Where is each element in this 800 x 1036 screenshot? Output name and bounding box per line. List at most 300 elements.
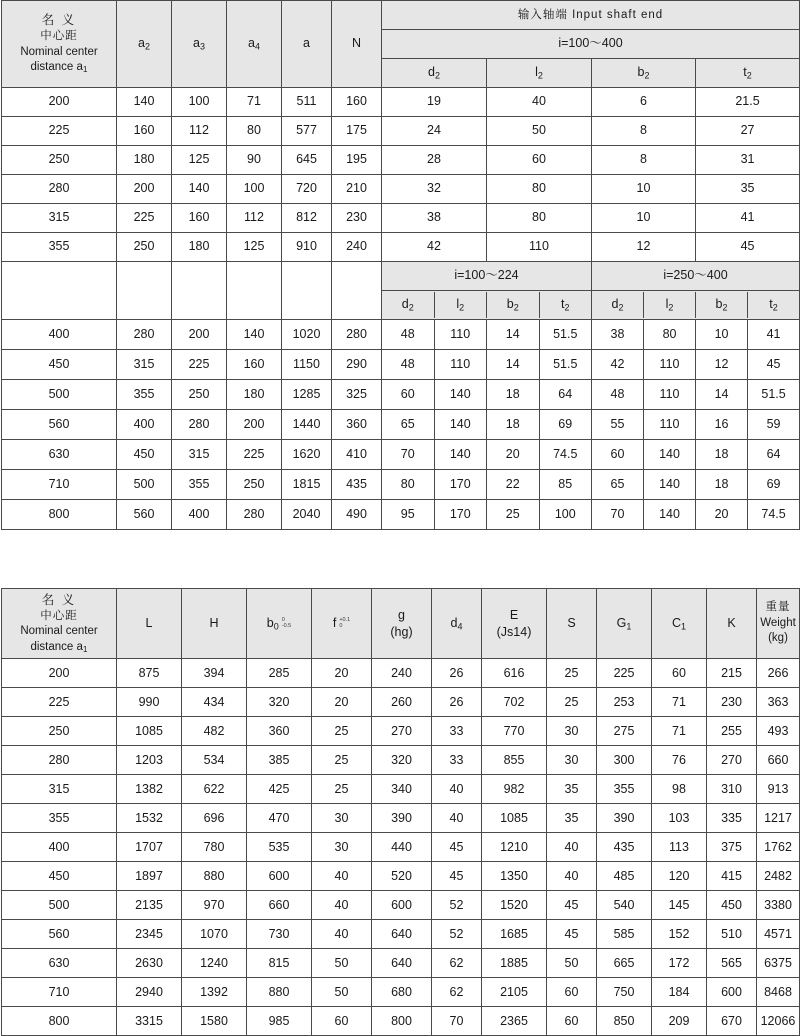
cell-bA: 14: [487, 350, 540, 379]
cell-b2: 10: [592, 175, 696, 204]
table-row: [2, 949, 800, 978]
cell-G1: 275: [597, 717, 652, 746]
cell-dB: 38: [592, 320, 644, 349]
input-shaft-end-dimensions-table: [1, 0, 800, 530]
cell-N: 325: [332, 380, 382, 410]
cell-L: 990: [117, 688, 182, 717]
cell-a4: 125: [227, 233, 282, 262]
cell-dA: 48: [382, 350, 435, 379]
cell-a: 645: [282, 146, 332, 175]
table-row: [2, 175, 800, 204]
table-spacer: [0, 530, 800, 588]
cell-g: 340: [372, 775, 432, 804]
cell-lB: 140: [644, 440, 696, 469]
cell-t2: 31: [696, 146, 800, 175]
cell-tA: 51.5: [553, 326, 578, 341]
nominal-center-distance-header: 名 义 中心距 Nominal center distance $a_1$: [2, 1, 117, 88]
cell-a1: 710: [2, 978, 117, 1007]
column-header-a3: $a_3$: [172, 1, 227, 88]
cell-a: 1020: [282, 320, 332, 350]
cell-a1: 500: [2, 891, 117, 920]
cell-S: 30: [547, 717, 597, 746]
cell-g: 390: [372, 804, 432, 833]
cell-b0: 360: [247, 717, 312, 746]
cell-G1: 585: [597, 920, 652, 949]
column-header-N: N: [332, 1, 382, 88]
cell-N: 290: [332, 350, 382, 380]
cell-tA: 51.5: [553, 356, 578, 371]
cell-g: 440: [372, 833, 432, 862]
cell-K: 415: [707, 862, 757, 891]
cell-bB: 10: [696, 320, 748, 349]
cell-a3: 112: [172, 117, 227, 146]
cell-W: 2482: [757, 862, 800, 891]
cell-g: 320: [372, 746, 432, 775]
cell-lA: 110: [435, 350, 488, 379]
cell-dB: 60: [592, 440, 644, 469]
cell-l2: 60: [487, 146, 592, 175]
column-header-S: S: [547, 589, 597, 659]
cell-dB: 65: [592, 470, 644, 499]
column-header-l2: $l_2$: [487, 59, 592, 88]
column-header-l2-high: $l_2$: [644, 292, 696, 319]
cell-a1: 315: [2, 775, 117, 804]
cell-bB: 14: [696, 380, 748, 409]
column-header-t2: $t_2$: [696, 59, 800, 88]
cell-a: 1815: [282, 470, 332, 500]
cell-a1: 710: [2, 470, 117, 500]
cell-b2: 10: [592, 204, 696, 233]
cell-d4: 40: [432, 775, 482, 804]
overall-dimensions-weight-table: [1, 588, 800, 1036]
cell-lB: 80: [644, 320, 696, 349]
cell-f: 25: [312, 746, 372, 775]
value-split-row: [382, 380, 591, 409]
cell-a4: 160: [227, 350, 282, 380]
cell-b0: 320: [247, 688, 312, 717]
cell-a1: 450: [2, 350, 117, 380]
cell-dA: 60: [382, 380, 435, 409]
cell-f: 20: [312, 659, 372, 688]
cell-l2: 40: [487, 88, 592, 117]
cell-L: 875: [117, 659, 182, 688]
blank-spacer-cell: [332, 262, 382, 320]
cell-a1: 560: [2, 410, 117, 440]
cell-N: 360: [332, 410, 382, 440]
cell-a4: 71: [227, 88, 282, 117]
cell-L: 1085: [117, 717, 182, 746]
cell-a: 720: [282, 175, 332, 204]
cell-a1: 355: [2, 233, 117, 262]
cell-C1: 184: [652, 978, 707, 1007]
cell-lB: 140: [644, 500, 696, 529]
value-group-low: [382, 320, 592, 350]
cell-g: 600: [372, 891, 432, 920]
symbol-group-high: [592, 291, 800, 320]
value-split-row: [382, 350, 591, 379]
cell-a2: 280: [117, 320, 172, 350]
cell-b2: 8: [592, 117, 696, 146]
cell-a4: 225: [227, 440, 282, 470]
value-split-row: [592, 440, 799, 469]
table-row: [2, 350, 800, 380]
cell-N: 435: [332, 470, 382, 500]
cell-tB: 69: [766, 476, 781, 491]
cell-C1: 71: [652, 688, 707, 717]
value-split-row: [592, 320, 799, 349]
column-header-a: a: [282, 1, 332, 88]
cell-E: 982: [482, 775, 547, 804]
value-group-high: [592, 440, 800, 470]
cell-tB: 45: [766, 356, 781, 371]
column-header-b2-high: $b_2$: [696, 292, 748, 319]
cell-lA: 140: [435, 440, 488, 469]
cell-tA: 64: [558, 386, 573, 401]
column-header-d4: $d_4$: [432, 589, 482, 659]
cell-W: 12066: [757, 1007, 800, 1036]
cell-lA: 140: [435, 380, 488, 409]
cell-H: 880: [182, 862, 247, 891]
cell-bB: 18: [696, 470, 748, 499]
value-split-row: [382, 500, 591, 529]
cell-a2: 500: [117, 470, 172, 500]
cell-d4: 45: [432, 862, 482, 891]
cell-C1: 209: [652, 1007, 707, 1036]
column-header-d2-high: $d_2$: [592, 292, 644, 319]
column-header-d2-low: $d_2$: [382, 292, 435, 319]
cell-dB: 42: [592, 350, 644, 379]
cell-a: 511: [282, 88, 332, 117]
column-header-b2-low: $b_2$: [487, 292, 540, 319]
table-row: [2, 204, 800, 233]
cell-bA: 14: [487, 320, 540, 349]
cell-a1: 225: [2, 117, 117, 146]
cell-a4: 90: [227, 146, 282, 175]
table-row: [2, 746, 800, 775]
cell-L: 1203: [117, 746, 182, 775]
table-row: [2, 146, 800, 175]
cell-f: 30: [312, 804, 372, 833]
cell-t2: 41: [696, 204, 800, 233]
cell-L: 2345: [117, 920, 182, 949]
cell-tA: 69: [558, 416, 573, 431]
cell-L: 3315: [117, 1007, 182, 1036]
cell-G1: 390: [597, 804, 652, 833]
cell-g: 640: [372, 949, 432, 978]
cell-E: 616: [482, 659, 547, 688]
cell-C1: 172: [652, 949, 707, 978]
cell-b2: 8: [592, 146, 696, 175]
cell-tB: 41: [766, 326, 781, 341]
cell-bA: 18: [487, 410, 540, 439]
column-header-t2-high: $t_2$: [769, 296, 778, 312]
column-header-L: L: [117, 589, 182, 659]
cell-tA: 100: [554, 506, 576, 521]
cell-bA: 20: [487, 440, 540, 469]
cell-dA: 48: [382, 320, 435, 349]
cell-C1: 60: [652, 659, 707, 688]
cell-b0: 730: [247, 920, 312, 949]
cell-G1: 850: [597, 1007, 652, 1036]
cell-b0: 535: [247, 833, 312, 862]
cell-l2: 80: [487, 175, 592, 204]
cell-G1: 665: [597, 949, 652, 978]
cell-G1: 750: [597, 978, 652, 1007]
table1-header-row-group: [2, 1, 800, 30]
cell-tB: 74.5: [761, 506, 786, 521]
cell-a1: 800: [2, 1007, 117, 1036]
table-row: [2, 1007, 800, 1036]
cell-E: 1210: [482, 833, 547, 862]
symbol-split-row: [592, 292, 799, 319]
cell-b0: 425: [247, 775, 312, 804]
cell-W: 493: [757, 717, 800, 746]
cell-K: 375: [707, 833, 757, 862]
value-split-row: [382, 410, 591, 439]
cell-H: 482: [182, 717, 247, 746]
cell-g: 640: [372, 920, 432, 949]
cell-K: 215: [707, 659, 757, 688]
value-split-row: [592, 470, 799, 499]
cell-b0: 880: [247, 978, 312, 1007]
cell-tA: 85: [558, 476, 573, 491]
cell-H: 394: [182, 659, 247, 688]
cell-L: 2135: [117, 891, 182, 920]
cell-g: 270: [372, 717, 432, 746]
cell-N: 240: [332, 233, 382, 262]
cell-C1: 76: [652, 746, 707, 775]
cell-tA: 74.5: [553, 446, 578, 461]
table-row: [2, 500, 800, 530]
cell-N: 175: [332, 117, 382, 146]
cell-L: 2630: [117, 949, 182, 978]
table-row: [2, 88, 800, 117]
cell-t2: 27: [696, 117, 800, 146]
column-header-t2-low: $t_2$: [561, 296, 570, 312]
cell-K: 270: [707, 746, 757, 775]
cell-dB: 70: [592, 500, 644, 529]
cell-C1: 98: [652, 775, 707, 804]
cell-a: 2040: [282, 500, 332, 530]
cell-G1: 225: [597, 659, 652, 688]
cell-f: 20: [312, 688, 372, 717]
cell-dB: 48: [592, 380, 644, 409]
cell-S: 60: [547, 978, 597, 1007]
cell-K: 450: [707, 891, 757, 920]
blank-spacer-cell: [2, 262, 117, 320]
cell-C1: 120: [652, 862, 707, 891]
cell-dA: 80: [382, 470, 435, 499]
cell-W: 3380: [757, 891, 800, 920]
cell-t2: 45: [696, 233, 800, 262]
cell-N: 490: [332, 500, 382, 530]
cell-dA: 65: [382, 410, 435, 439]
table-row: [2, 978, 800, 1007]
table-row: [2, 688, 800, 717]
value-group-low: [382, 500, 592, 530]
cell-lA: 140: [435, 410, 488, 439]
cell-a3: 180: [172, 233, 227, 262]
cell-lB: 110: [644, 350, 696, 379]
cell-a3: 280: [172, 410, 227, 440]
cell-a2: 315: [117, 350, 172, 380]
cell-dB: 55: [592, 410, 644, 439]
cell-t2: 21.5: [696, 88, 800, 117]
column-header-l2-low: $l_2$: [435, 292, 488, 319]
cell-G1: 300: [597, 746, 652, 775]
cell-a2: 450: [117, 440, 172, 470]
cell-a2: 250: [117, 233, 172, 262]
table-row: [2, 440, 800, 470]
cell-a4: 180: [227, 380, 282, 410]
cell-d4: 26: [432, 688, 482, 717]
cell-f: 25: [312, 775, 372, 804]
cell-a4: 112: [227, 204, 282, 233]
cell-f: 25: [312, 717, 372, 746]
cell-a3: 315: [172, 440, 227, 470]
cell-a1: 500: [2, 380, 117, 410]
cell-f: 50: [312, 978, 372, 1007]
cell-b2: 6: [592, 88, 696, 117]
cell-L: 1382: [117, 775, 182, 804]
cell-S: 25: [547, 688, 597, 717]
cell-N: 410: [332, 440, 382, 470]
cell-H: 534: [182, 746, 247, 775]
cell-H: 622: [182, 775, 247, 804]
value-split-row: [382, 320, 591, 349]
cell-a1: 630: [2, 440, 117, 470]
cell-E: 1085: [482, 804, 547, 833]
cell-L: 2940: [117, 978, 182, 1007]
cell-a1: 400: [2, 320, 117, 350]
value-split-row: [382, 440, 591, 469]
blank-spacer-cell: [117, 262, 172, 320]
cell-a3: 160: [172, 204, 227, 233]
cell-N: 160: [332, 88, 382, 117]
value-split-row: [592, 350, 799, 379]
cell-W: 660: [757, 746, 800, 775]
cell-a1: 280: [2, 746, 117, 775]
cell-a3: 125: [172, 146, 227, 175]
column-header-C1: $C_1$: [652, 589, 707, 659]
cell-lA: 170: [435, 470, 488, 499]
cell-a: 1440: [282, 410, 332, 440]
cell-a2: 225: [117, 204, 172, 233]
cell-E: 770: [482, 717, 547, 746]
column-header-d2: $d_2$: [382, 59, 487, 88]
cell-d2: 42: [382, 233, 487, 262]
table-row: [2, 117, 800, 146]
column-header-H: H: [182, 589, 247, 659]
table-row: [2, 320, 800, 350]
cell-bA: 18: [487, 380, 540, 409]
cell-S: 60: [547, 1007, 597, 1036]
cell-K: 510: [707, 920, 757, 949]
cell-a3: 355: [172, 470, 227, 500]
cell-S: 40: [547, 833, 597, 862]
table-row: [2, 717, 800, 746]
column-header-E: E (Js14): [482, 589, 547, 659]
cell-a1: 280: [2, 175, 117, 204]
cell-tB: 59: [766, 416, 781, 431]
cell-a4: 280: [227, 500, 282, 530]
value-group-low: [382, 380, 592, 410]
cell-a1: 400: [2, 833, 117, 862]
cell-a1: 200: [2, 88, 117, 117]
table-row: [2, 804, 800, 833]
cell-f: 60: [312, 1007, 372, 1036]
column-header-g: g (hg): [372, 589, 432, 659]
cell-g: 240: [372, 659, 432, 688]
cell-lA: 110: [435, 320, 488, 349]
cell-tB: 64: [766, 446, 781, 461]
blank-spacer-cell: [172, 262, 227, 320]
column-header-weight: 重量 Weight (kg): [757, 589, 800, 659]
cell-lB: 140: [644, 470, 696, 499]
symbol-split-row: [382, 292, 591, 319]
cell-S: 35: [547, 775, 597, 804]
cell-G1: 355: [597, 775, 652, 804]
table-row: [2, 659, 800, 688]
cell-f: 50: [312, 949, 372, 978]
cell-d4: 33: [432, 717, 482, 746]
table-row: [2, 380, 800, 410]
cell-d4: 52: [432, 920, 482, 949]
cell-d2: 28: [382, 146, 487, 175]
cell-W: 4571: [757, 920, 800, 949]
table2-header-row: [2, 589, 800, 659]
cell-C1: 145: [652, 891, 707, 920]
cell-W: 1762: [757, 833, 800, 862]
cell-a4: 200: [227, 410, 282, 440]
cell-a1: 250: [2, 717, 117, 746]
cell-a4: 80: [227, 117, 282, 146]
table-row: [2, 410, 800, 440]
input-shaft-end-group-header: 输入轴端 Input shaft end: [382, 1, 800, 30]
cell-f: 30: [312, 833, 372, 862]
column-header-a4: $a_4$: [227, 1, 282, 88]
column-header-G1: $G_1$: [597, 589, 652, 659]
cell-tB: 51.5: [761, 386, 786, 401]
cell-N: 280: [332, 320, 382, 350]
cell-l2: 80: [487, 204, 592, 233]
cell-a4: 250: [227, 470, 282, 500]
cell-b0: 815: [247, 949, 312, 978]
cell-bB: 12: [696, 350, 748, 379]
cell-a1: 250: [2, 146, 117, 175]
table-row: [2, 233, 800, 262]
cell-H: 696: [182, 804, 247, 833]
cell-E: 702: [482, 688, 547, 717]
cell-L: 1897: [117, 862, 182, 891]
cell-lB: 110: [644, 380, 696, 409]
cell-b2: 12: [592, 233, 696, 262]
cell-W: 913: [757, 775, 800, 804]
cell-a2: 160: [117, 117, 172, 146]
cell-E: 2365: [482, 1007, 547, 1036]
ratio-range-header-low: i=100～224: [382, 262, 592, 291]
cell-a4: 100: [227, 175, 282, 204]
cell-S: 40: [547, 862, 597, 891]
value-split-row: [592, 380, 799, 409]
cell-l2: 110: [487, 233, 592, 262]
cell-a: 1150: [282, 350, 332, 380]
blank-spacer-cell: [282, 262, 332, 320]
cell-b0: 285: [247, 659, 312, 688]
cell-S: 25: [547, 659, 597, 688]
cell-a1: 355: [2, 804, 117, 833]
cell-a1: 450: [2, 862, 117, 891]
